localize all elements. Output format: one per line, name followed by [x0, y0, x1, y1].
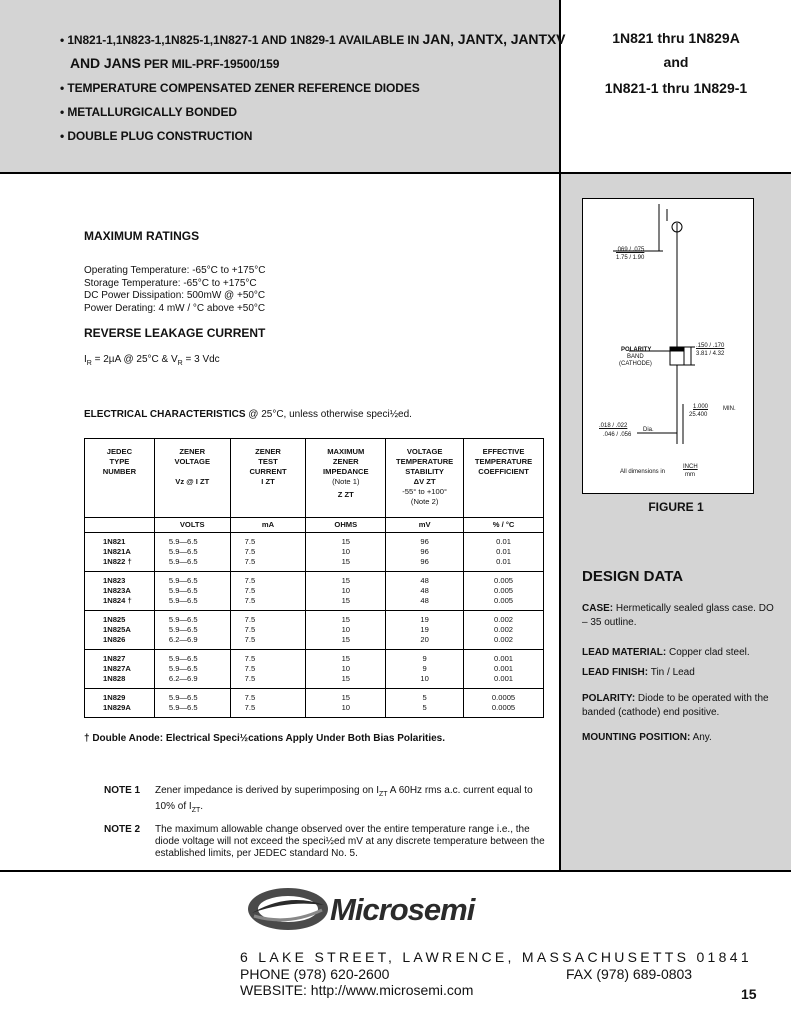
cell-vz — [154, 572, 230, 611]
cell-value: 15 — [341, 615, 351, 624]
col-header-coefficient: EFFECTIVE TEMPERATURE COEFFICIENT — [464, 439, 544, 518]
cell-coef — [464, 572, 544, 611]
cell-value: 48 — [420, 576, 429, 585]
max-ratings-title: MAXIMUM RATINGS — [84, 229, 200, 243]
diode-outline-drawing — [583, 199, 753, 493]
cell-codes — [85, 572, 155, 611]
table-header-row — [85, 439, 544, 518]
cell-value: 7.5 — [244, 693, 256, 702]
cell-value: 5.9—6.5 — [168, 576, 198, 585]
cell-value: 0.001 — [494, 654, 514, 663]
unit-cell: % / °C — [464, 518, 544, 533]
cell-value: 10 — [341, 664, 351, 673]
cell-value: 1N825 — [103, 615, 126, 624]
cell-value: 0.0005 — [491, 703, 516, 712]
elec-char-title: ELECTRICAL CHARACTERISTICS @ 25°C, unless otherwise speci½ed. — [84, 409, 412, 420]
cell-izt — [230, 650, 306, 689]
table-row-group — [85, 689, 544, 718]
cell-codes — [85, 689, 155, 718]
microsemi-logo-text: Microsemi — [330, 892, 475, 927]
cell-codes — [85, 533, 155, 572]
cell-zzt — [306, 611, 386, 650]
design-case: CASE: Hermetically sealed glass case. DO – 35 outline. — [582, 603, 774, 628]
cell-value: 7.5 — [244, 547, 256, 556]
footer-top-rule — [0, 870, 791, 872]
table-row-group — [85, 572, 544, 611]
cell-value: 0.001 — [494, 664, 514, 673]
cell-value: 15 — [341, 537, 351, 546]
cell-izt — [230, 689, 306, 718]
cell-value: 7.5 — [244, 596, 256, 605]
cell-value: 0.005 — [494, 586, 514, 595]
cell-value: 48 — [420, 596, 429, 605]
cell-value: 15 — [341, 693, 351, 702]
cell-value: 0.01 — [496, 557, 511, 566]
dim2-inch: .150 / .170 — [696, 343, 725, 349]
col-header-jedec: JEDEC TYPE NUMBER — [85, 439, 155, 518]
cell-dv — [386, 650, 464, 689]
cell-coef — [464, 611, 544, 650]
cell-value: 5.9—6.5 — [168, 537, 198, 546]
cell-codes — [85, 650, 155, 689]
note-1-label: NOTE 1 — [104, 785, 141, 796]
microsemi-logo-mark — [246, 886, 330, 937]
cell-vz — [154, 611, 230, 650]
cell-value: 6.2—6.9 — [168, 635, 198, 644]
cell-value: 19 — [420, 625, 429, 634]
feature-bullet-4: • METALLURGICALLY BONDED — [60, 105, 237, 119]
cathode-label: (CATHODE) — [619, 361, 652, 367]
cell-value: 10 — [341, 625, 351, 634]
reverse-leakage-title: REVERSE LEAKAGE CURRENT — [84, 326, 266, 340]
design-polarity: POLARITY: Diode to be operated with the banded (cathode) end positive. — [582, 693, 769, 718]
design-data-title: DESIGN DATA — [582, 568, 684, 585]
cell-zzt — [306, 689, 386, 718]
cell-value: 15 — [341, 596, 351, 605]
cell-value: 10 — [341, 547, 351, 556]
cell-value: 5.9—6.5 — [168, 586, 198, 595]
cell-coef — [464, 650, 544, 689]
side-panel-divider — [559, 174, 561, 871]
cell-value: 1N821 — [103, 537, 126, 546]
cell-value: 7.5 — [244, 674, 256, 683]
cell-value: 1N825A — [103, 625, 131, 634]
feature-bullet-1: • 1N821-1,1N823-1,1N825-1,1N827-1 AND 1N829-1 AVAILABLE IN JAN, JANTX, JANTXV — [60, 31, 566, 47]
cell-value: 1N829A — [103, 703, 131, 712]
table-row-group — [85, 611, 544, 650]
band-label: BAND — [627, 354, 644, 360]
cell-vz — [154, 533, 230, 572]
cell-value: 5.9—6.5 — [168, 693, 198, 702]
cell-value: 15 — [341, 654, 351, 663]
company-website[interactable]: WEBSITE: http://www.microsemi.com — [240, 982, 474, 998]
cell-value: 5.9—6.5 — [168, 596, 198, 605]
cell-value: 96 — [420, 537, 429, 546]
max-ratings-list — [84, 265, 266, 315]
cell-value: 1N828 — [103, 674, 126, 683]
cell-vz — [154, 650, 230, 689]
cell-value: 10 — [341, 586, 351, 595]
cell-value: 96 — [420, 547, 429, 556]
cathode-band — [670, 347, 684, 351]
note-2-label: NOTE 2 — [104, 824, 141, 835]
cell-value: 7.5 — [244, 576, 256, 585]
cell-izt — [230, 572, 306, 611]
cell-value: 7.5 — [244, 625, 256, 634]
cell-value: 6.2—6.9 — [168, 674, 198, 683]
cell-value: 10 — [420, 674, 429, 683]
cell-value: 10 — [341, 703, 351, 712]
cell-value: 0.01 — [496, 547, 511, 556]
cell-value: 0.005 — [494, 576, 514, 585]
part-title-line-1: 1N821 thru 1N829A — [612, 30, 740, 46]
rating-storage-temp: Storage Temperature: -65°C to +175°C — [84, 277, 257, 289]
design-lead-finish: LEAD FINISH: Tin / Lead — [582, 667, 695, 678]
dim3-min: MIN. — [723, 406, 736, 412]
dia-label: Dia. — [643, 427, 654, 433]
cell-value: 7.5 — [244, 615, 256, 624]
table-units-row — [85, 518, 544, 533]
cell-value: 5.9—6.5 — [168, 625, 198, 634]
figure-1-drawing — [582, 198, 754, 494]
cell-value: 1N829 — [103, 693, 126, 702]
cell-value: 5.9—6.5 — [168, 615, 198, 624]
unit-cell — [85, 518, 155, 533]
cell-value: 1N822 † — [103, 557, 132, 566]
cell-value: 1N824 † — [103, 596, 132, 605]
feature-bullet-3: • TEMPERATURE COMPENSATED ZENER REFERENCE DIODES — [60, 81, 420, 95]
cell-value: 7.5 — [244, 635, 256, 644]
page-number: 15 — [741, 986, 757, 1002]
col-header-test-current: ZENER TEST CURRENT I ZT — [230, 439, 306, 518]
part-title-line-3: 1N821-1 thru 1N829-1 — [604, 80, 748, 96]
cell-value: 5.9—6.5 — [168, 557, 198, 566]
cell-value: 0.005 — [494, 596, 514, 605]
company-fax: FAX (978) 689-0803 — [566, 966, 693, 982]
cell-value: 1N821A — [103, 547, 131, 556]
cell-value: 5 — [422, 693, 427, 702]
cell-dv — [386, 611, 464, 650]
cell-value: 48 — [420, 586, 429, 595]
dim3-mm: 25.400 — [689, 412, 708, 418]
cell-value: 9 — [422, 664, 427, 673]
cell-value: 7.5 — [244, 557, 256, 566]
cell-value: 1N823 — [103, 576, 126, 585]
cell-dv — [386, 689, 464, 718]
unit-mm: mm — [685, 472, 695, 478]
dim2-mm: 3.81 / 4.32 — [696, 351, 725, 357]
cell-value: 0.002 — [494, 635, 514, 644]
col-header-impedance: MAXIMUM ZENER IMPEDANCE (Note 1) Z ZT — [306, 439, 386, 518]
rating-operating-temp: Operating Temperature: -65°C to +175°C — [84, 265, 266, 276]
dimensions-note: All dimensions in — [620, 469, 666, 475]
dim3-inch: 1.000 — [693, 404, 709, 410]
cell-value: 5.9—6.5 — [168, 547, 198, 556]
cell-value: 15 — [341, 635, 351, 644]
unit-cell: mV — [386, 518, 464, 533]
unit-cell: VOLTS — [154, 518, 230, 533]
company-phone: PHONE (978) 620-2600 — [240, 966, 390, 982]
cell-dv — [386, 533, 464, 572]
dim4-inch: .018 / .022 — [599, 423, 628, 429]
polarity-label: POLARITY — [621, 347, 652, 353]
part-title-line-2: and — [663, 54, 689, 70]
cell-value: 20 — [420, 635, 429, 644]
cell-value: 7.5 — [244, 537, 256, 546]
cell-codes — [85, 611, 155, 650]
cell-value: 0.0005 — [491, 693, 516, 702]
cell-value: 1N827 — [103, 654, 126, 663]
note-1-text: Zener impedance is derived by superimposing on $I_{ZT}$ A 60Hz rms a.c. current equal to 10% of $I_{ZT}$. — [155, 785, 533, 814]
cell-vz — [154, 689, 230, 718]
table-row-group — [85, 650, 544, 689]
cell-zzt — [306, 533, 386, 572]
cell-value: 7.5 — [244, 586, 256, 595]
figure-caption: FIGURE 1 — [648, 500, 704, 514]
cell-izt — [230, 611, 306, 650]
unit-cell: OHMS — [306, 518, 386, 533]
cell-zzt — [306, 650, 386, 689]
cell-value: 7.5 — [244, 664, 256, 673]
cell-value: 0.002 — [494, 625, 514, 634]
cell-value: 7.5 — [244, 703, 256, 712]
cell-value: 15 — [341, 557, 351, 566]
col-header-zener-voltage: ZENER VOLTAGE Vz @ I ZT — [154, 439, 230, 518]
cell-dv — [386, 572, 464, 611]
cell-value: 5 — [422, 703, 427, 712]
cell-zzt — [306, 572, 386, 611]
cell-izt — [230, 533, 306, 572]
cell-value: 0.01 — [496, 537, 511, 546]
company-address: 6 LAKE STREET, LAWRENCE, MASSACHUSETTS 01841 — [240, 949, 752, 965]
electrical-characteristics-table — [84, 438, 544, 718]
cell-value: 7.5 — [244, 654, 256, 663]
cell-value: 9 — [422, 654, 427, 663]
cell-value: 5.9—6.5 — [168, 654, 198, 663]
dim4-mm: .046 / .056 — [603, 432, 632, 438]
cell-value: 1N826 — [103, 635, 126, 644]
cell-value: 0.002 — [494, 615, 514, 624]
cell-value: 5.9—6.5 — [168, 703, 198, 712]
cell-value: 15 — [341, 576, 351, 585]
cell-value: 1N823A — [103, 586, 131, 595]
cell-coef — [464, 533, 544, 572]
cell-value: 1N827A — [103, 664, 131, 673]
unit-cell: mA — [230, 518, 306, 533]
feature-bullet-2: AND JANS PER MIL-PRF-19500/159 — [70, 55, 280, 71]
note-2-text: The maximum allowable change observed over the entire temperature range i.e., the diode voltage will not exceed the speci½ed mV at any discrete temperature between the established limits, per JEDEC standard No. 5. — [155, 824, 545, 859]
cell-value: 0.001 — [494, 674, 514, 683]
cell-value: 15 — [341, 674, 351, 683]
dim1-inch: .069 / .075 — [616, 247, 645, 253]
feature-bullet-5: • DOUBLE PLUG CONSTRUCTION — [60, 129, 253, 143]
cell-coef — [464, 689, 544, 718]
double-anode-note: † Double Anode: Electrical Speci½cations Apply Under Both Bias Polarities. — [84, 733, 446, 744]
cell-value: 96 — [420, 557, 429, 566]
reverse-leakage-spec: $I_R = 2\mu A$ @ 25°C & $V_R = 3$ Vdc — [84, 354, 220, 367]
col-header-stability: VOLTAGE TEMPERATURE STABILITY ΔV ZT -55° to +100° (Note 2) — [386, 439, 464, 518]
unit-inch: INCH — [683, 464, 698, 470]
design-mounting: MOUNTING POSITION: Any. — [582, 732, 712, 743]
dim1-mm: 1.75 / 1.90 — [616, 255, 645, 261]
rating-dc-power: DC Power Dissipation: 500mW @ +50°C — [84, 290, 266, 301]
table-row-group — [85, 533, 544, 572]
rating-power-derating: Power Derating: 4 mW / °C above +50°C — [84, 302, 266, 314]
cell-value: 19 — [420, 615, 429, 624]
cell-value: 5.9—6.5 — [168, 664, 198, 673]
design-lead-material: LEAD MATERIAL: Copper clad steel. — [582, 647, 750, 658]
